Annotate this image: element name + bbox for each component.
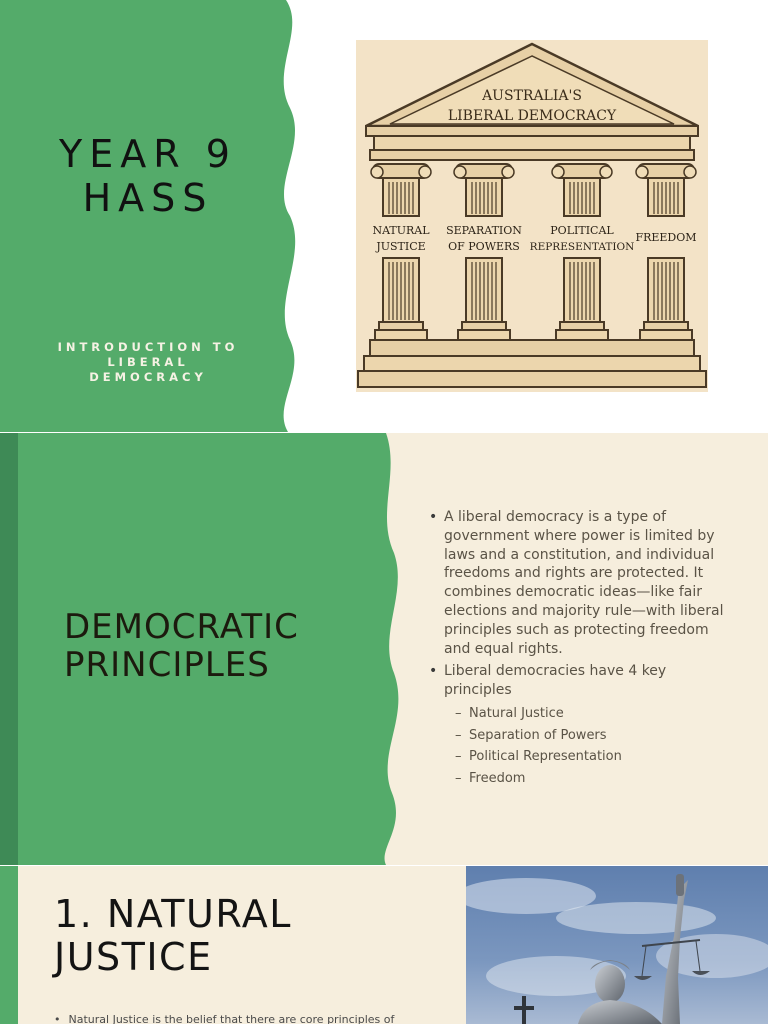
pillar-label-separation-2: OF POWERS [448, 240, 520, 253]
sub-bullet-separation-of-powers: – Separation of Powers [427, 728, 727, 744]
title-line-2: HASS [82, 176, 214, 220]
pillar-label-political-1: POLITICAL [550, 224, 614, 237]
sub-bullet-natural-justice: – Natural Justice [427, 706, 727, 722]
bullet-definition: • A liberal democracy is a type of government where power is limited by laws and a constitution, and individual freedoms and rights are protected. It combines democratic ideas—like fair elections and majority rule—with liberal principles such as protecting freedom and equal rights. [427, 508, 727, 658]
subtitle-line-1: INTRODUCTION TO [57, 340, 239, 354]
sub-bullet-political-representation: – Political Representation [427, 749, 727, 765]
liberal-democracy-temple-illustration [356, 40, 708, 392]
bullet-four-principles: • Liberal democracies have 4 key principles [427, 662, 727, 700]
slide-title-heading [30, 132, 266, 220]
title-line-1: YEAR 9 [59, 132, 237, 176]
natural-justice-paragraph: • Natural Justice is the belief that there are core principles of [54, 1013, 434, 1024]
slide-heading [54, 893, 292, 979]
sub-bullet-freedom: – Freedom [427, 771, 727, 787]
pillar-label-freedom: FREEDOM [635, 231, 697, 244]
slide-subtitle [40, 340, 256, 385]
poster-heading-line-2: LIBERAL DEMOCRACY [447, 108, 617, 124]
bullet-list [427, 508, 727, 792]
heading-line-1: DEMOCRATIC [64, 607, 299, 647]
lady-justice-statue-photo [466, 866, 768, 1024]
green-edge-stripe [0, 866, 18, 1024]
heading-line-2: PRINCIPLES [64, 645, 270, 685]
dark-green-stripe [0, 433, 18, 865]
subtitle-line-3: DEMOCRACY [89, 370, 207, 384]
heading-line-1: 1. NATURAL [54, 892, 292, 936]
slide-title [0, 0, 768, 432]
pillar-label-natural-justice-1: NATURAL [372, 224, 430, 237]
pillar-label-separation-1: SEPARATION [446, 224, 522, 237]
pillar-label-political-2: REPRESENTATION [529, 241, 635, 253]
sub-bullet-list [427, 706, 727, 787]
slide-heading [64, 608, 299, 684]
subtitle-line-2: LIBERAL [107, 355, 189, 369]
slide-democratic-principles [0, 433, 768, 865]
pillar-label-natural-justice-2: JUSTICE [376, 240, 426, 253]
poster-heading-line-1: AUSTRALIA'S [482, 88, 582, 104]
slide-natural-justice [0, 866, 768, 1024]
heading-line-2: JUSTICE [54, 935, 213, 979]
